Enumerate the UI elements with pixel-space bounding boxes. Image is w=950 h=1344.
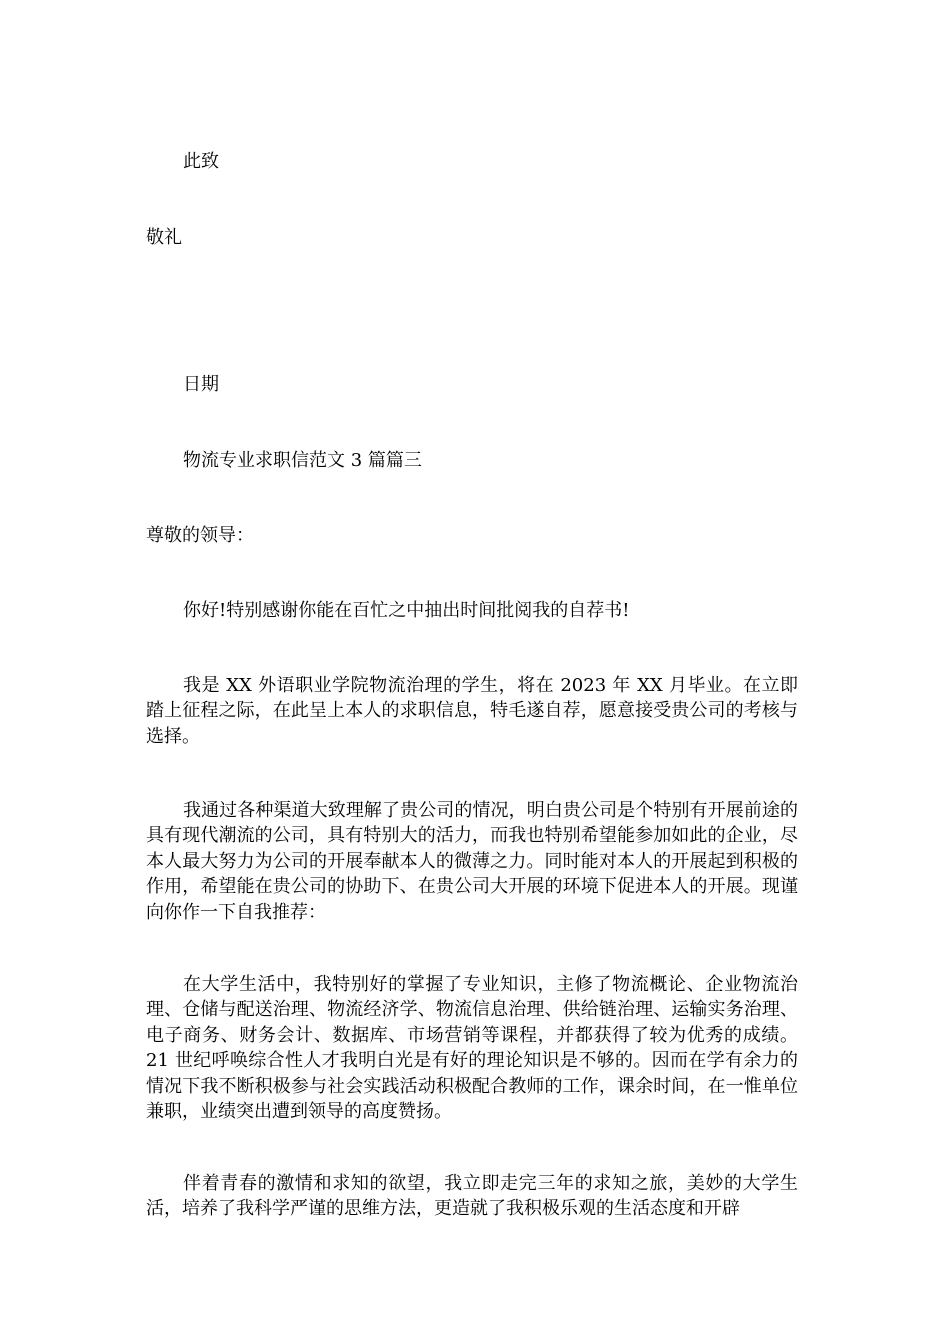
paragraph-company: 我通过各种渠道大致理解了贵公司的情况，明白贵公司是个特别有开展前途的具有现代潮流的公司，具有特别大的活力，而我也特别希望能参加如此的企业，尽本人最大努力为公司的开展奉献本人的微薄之力。同时能对本人的开展起到积极的作用，希望能在贵公司的协助下、在贵公司大开展的环境下促进本人的开展。现谨向你作一下自我推荐： [146,800,798,923]
closing-line-2: 敬礼 [146,227,182,248]
paragraph-youth: 伴着青春的激情和求知的欲望，我立即走完三年的求知之旅，美妙的大学生活，培养了我科学严谨的思维方法，更造就了我积极乐观的生活态度和开辟 [146,1173,798,1220]
paragraph-study: 在大学生活中，我特别好的掌握了专业知识，主修了物流概论、企业物流治理、仓储与配送治理、物流经济学、物流信息治理、供给链治理、运输实务治理、电子商务、财务会计、数据库、市场营销等课程，并都获得了较为优秀的成绩。21 世纪呼唤综合性人才我明白光是有好的理论知识是不够的。因而在学有余力的情况下我不断积极参与社会实践活动积极配合教师的工作，课余时间，在一惟单位兼职，业绩突出遭到领导的高度赞扬。 [146,974,798,1123]
closing-line-1: 此致 [183,151,219,172]
date-label: 日期 [183,374,219,395]
salutation: 尊敬的领导： [146,525,254,546]
paragraph-introduction: 我是 XX 外语职业学院物流治理的学生，将在 2023 年 XX 月毕业。在立即踏上征程之际，在此呈上本人的求职信息，特毛遂自荐，愿意接受贵公司的考核与选择。 [146,675,798,747]
section-title: 物流专业求职信范文 3 篇篇三 [183,450,422,471]
paragraph-greeting: 你好!特别感谢你能在百忙之中抽出时间批阅我的自荐书! [183,600,630,621]
